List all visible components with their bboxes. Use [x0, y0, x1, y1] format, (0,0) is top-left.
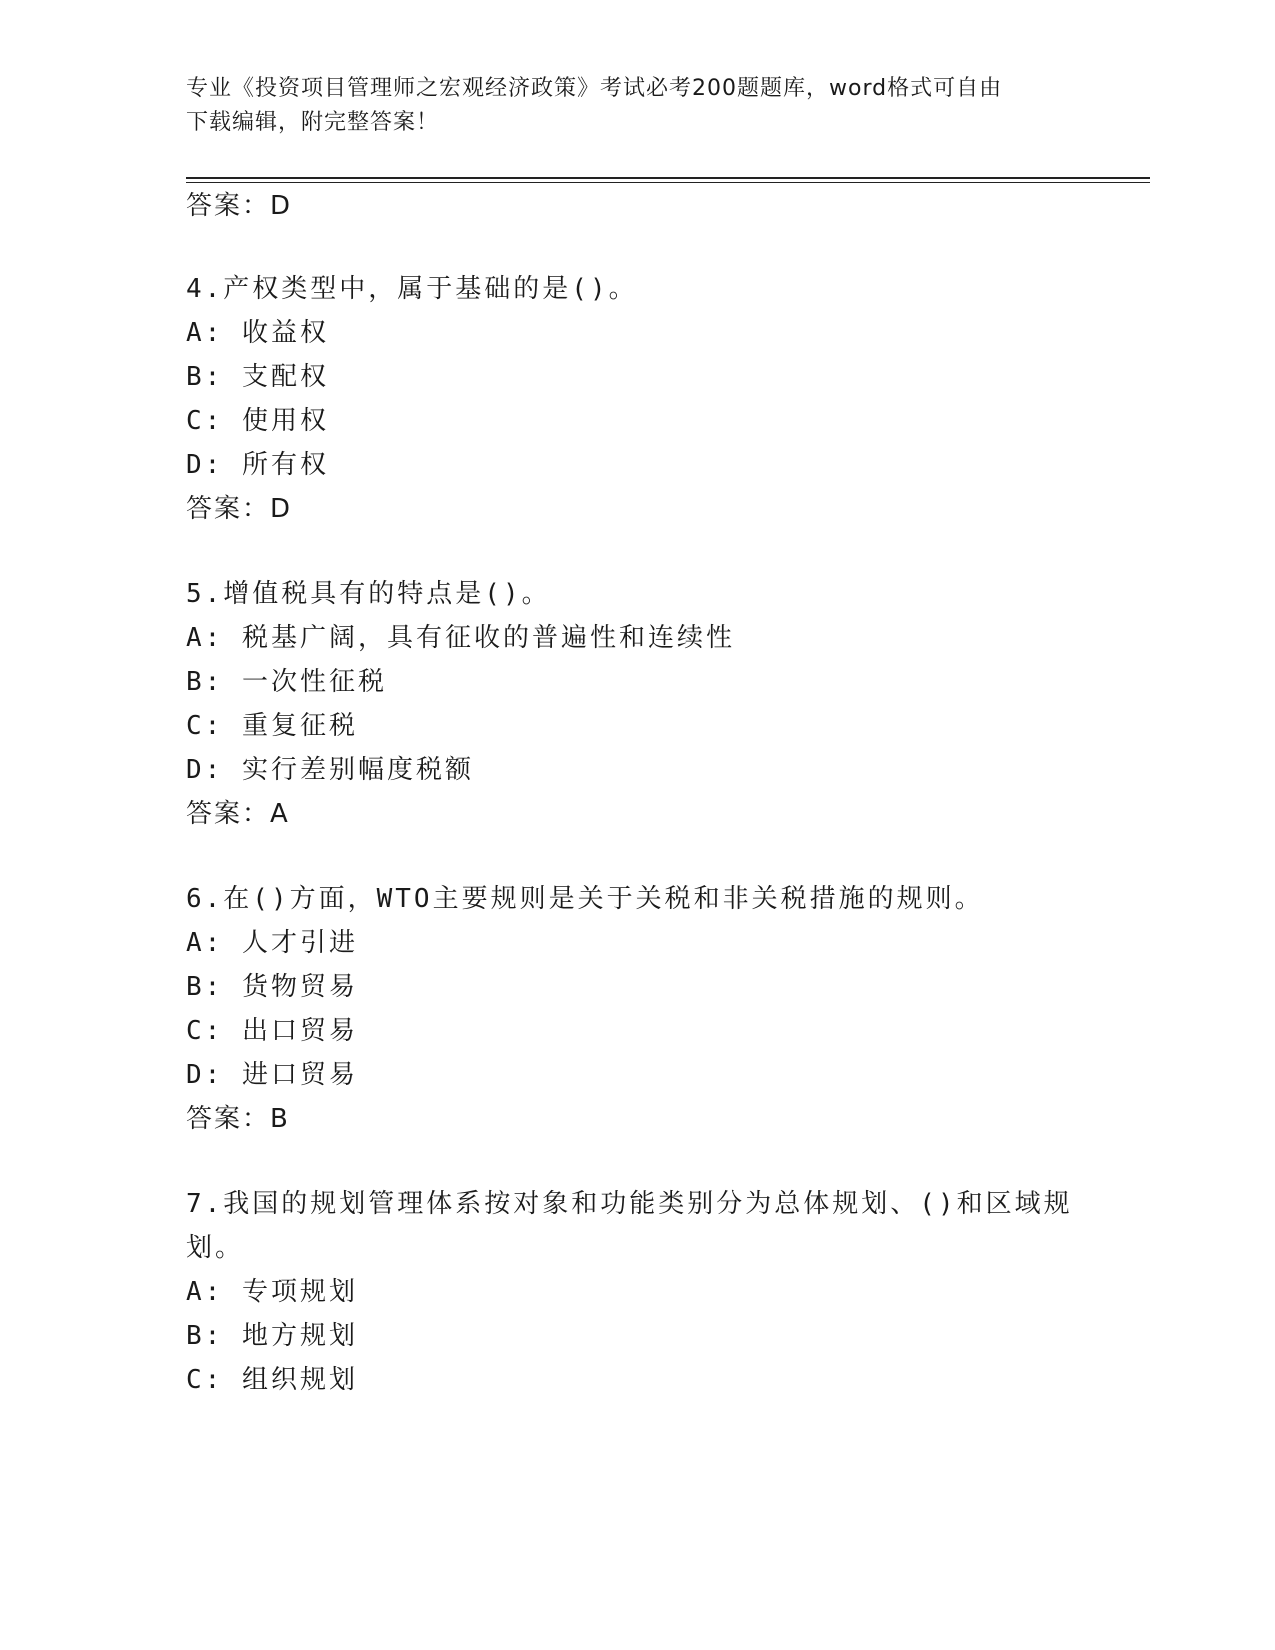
option-c: C: 出口贸易	[186, 1016, 358, 1046]
header-divider-thick	[186, 177, 1150, 179]
option-a: A: 收益权	[186, 318, 329, 348]
option-b: B: 支配权	[186, 362, 329, 392]
question-stem: 4.产权类型中，属于基础的是()。	[186, 274, 638, 304]
option-d: D: 实行差别幅度税额	[186, 755, 474, 785]
answer-line: 答案：D	[186, 191, 293, 221]
option-c: C: 使用权	[186, 406, 329, 436]
answer-line: 答案：A	[186, 799, 290, 829]
header-line-1: 专业《投资项目管理师之宏观经济政策》考试必考200题题库，word格式可自由	[186, 76, 1003, 101]
question-stem-continued: 划。	[186, 1233, 245, 1263]
answer-line: 答案：B	[186, 1104, 290, 1134]
option-d: D: 进口贸易	[186, 1060, 358, 1090]
option-a: A: 专项规划	[186, 1277, 358, 1307]
header-line-2: 下载编辑，附完整答案！	[186, 110, 440, 135]
answer-line: 答案：D	[186, 494, 293, 524]
option-a: A: 税基广阔，具有征收的普遍性和连续性	[186, 623, 735, 653]
option-c: C: 组织规划	[186, 1365, 358, 1395]
option-b: B: 货物贸易	[186, 972, 358, 1002]
header-divider-thin	[186, 182, 1150, 183]
question-stem: 5.增值税具有的特点是()。	[186, 579, 551, 609]
option-b: B: 地方规划	[186, 1321, 358, 1351]
question-stem: 7.我国的规划管理体系按对象和功能类别分为总体规划、()和区域规	[186, 1189, 1073, 1219]
option-c: C: 重复征税	[186, 711, 358, 741]
option-a: A: 人才引进	[186, 928, 358, 958]
option-b: B: 一次性征税	[186, 667, 387, 697]
question-stem: 6.在()方面，WTO主要规则是关于关税和非关税措施的规则。	[186, 884, 984, 914]
document-header	[186, 72, 1066, 140]
option-d: D: 所有权	[186, 450, 329, 480]
